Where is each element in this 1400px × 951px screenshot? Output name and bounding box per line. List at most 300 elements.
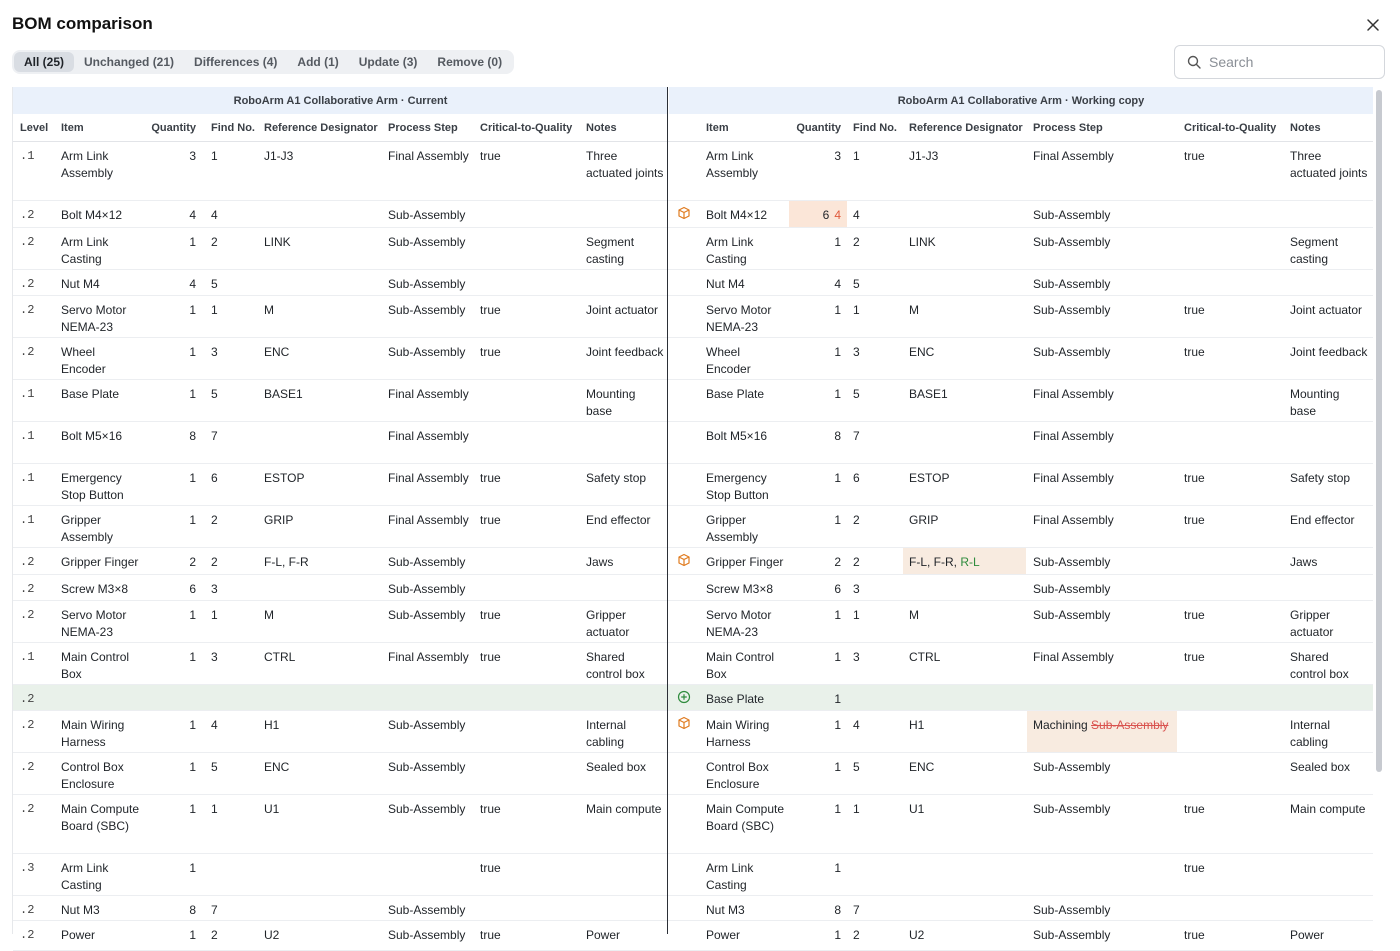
left-item-cell: Servo Motor NEMA-23 <box>61 608 127 639</box>
left-notes-cell: Joint actuator <box>586 303 659 317</box>
right-notes-value: Internal cabling <box>1290 718 1331 749</box>
left-ref-cell <box>264 575 384 581</box>
left-qty-cell: 6 <box>189 582 196 596</box>
left-notes-cell <box>586 575 664 581</box>
right-qty-value: 8 <box>834 903 841 917</box>
left-ctq-cell: true <box>480 149 501 163</box>
right-col-header-find[interactable]: Find No. <box>853 122 897 134</box>
right-ctq-cell <box>1184 921 1284 944</box>
table-row[interactable] <box>13 338 1373 380</box>
left-ref-cell: ENC <box>264 760 290 774</box>
left-ctq-cell: true <box>480 345 501 359</box>
right-proc-cell <box>1033 896 1179 919</box>
left-notes-cell: Segment casting <box>586 235 635 266</box>
right-qty-cell <box>775 228 841 251</box>
right-notes-cell <box>1290 142 1368 182</box>
right-proc-value: Sub-Assembly <box>1033 208 1111 222</box>
right-proc-value: Final Assembly <box>1033 149 1114 163</box>
right-qty-cell <box>775 753 841 776</box>
left-col-header-proc[interactable]: Process Step <box>388 122 458 134</box>
left-proc-cell: Final Assembly <box>388 387 469 401</box>
right-qty-cell <box>775 795 841 818</box>
filter-tabs <box>12 50 514 74</box>
left-item-cell <box>61 685 143 691</box>
right-ctq-cell <box>1184 270 1284 276</box>
right-ctq-cell <box>1184 711 1284 717</box>
right-notes-value: Jaws <box>1290 555 1318 569</box>
level-cell: .1 <box>20 513 35 527</box>
right-ref-cell <box>909 921 1029 944</box>
right-qty-value: 2 <box>834 555 841 569</box>
right-find-cell <box>853 685 903 691</box>
right-item-value: Control Box Enclosure <box>706 760 769 791</box>
left-find-cell: 1 <box>211 802 218 816</box>
right-proc-value: Sub-Assembly <box>1033 555 1111 569</box>
left-item-cell: Arm Link Casting <box>61 235 109 266</box>
bom-comparison-table <box>12 87 1372 942</box>
left-ctq-cell <box>480 228 580 234</box>
left-qty-cell: 1 <box>189 802 196 816</box>
right-qty-cell <box>775 711 841 734</box>
table-row[interactable] <box>13 896 1373 921</box>
right-qty-value: 1 <box>834 387 841 401</box>
left-ref-cell <box>264 201 384 207</box>
pane-divider[interactable] <box>667 87 668 934</box>
right-find-value: 5 <box>853 760 860 774</box>
right-proc-value: Final Assembly <box>1033 471 1114 485</box>
right-ref-value: M <box>909 608 919 622</box>
left-proc-cell <box>388 854 474 860</box>
right-col-header-item[interactable]: Item <box>706 122 729 134</box>
cube-icon <box>677 716 691 730</box>
right-item-value: Arm Link Casting <box>706 861 754 892</box>
right-col-header-ref[interactable]: Reference Designator <box>909 122 1023 134</box>
right-col-header-qty[interactable]: Quantity <box>796 122 841 134</box>
left-col-header-level[interactable]: Level <box>20 122 49 134</box>
right-notes-value: Segment casting <box>1290 235 1339 266</box>
table-row[interactable] <box>13 201 1373 228</box>
right-find-cell <box>853 548 903 571</box>
left-proc-cell: Sub-Assembly <box>388 718 466 732</box>
filter-differences[interactable]: Differences (4) <box>194 55 278 69</box>
left-col-header-find[interactable]: Find No. <box>211 122 255 134</box>
right-ctq-value: true <box>1184 650 1205 664</box>
right-notes-cell <box>1290 643 1368 683</box>
left-ctq-cell: true <box>480 650 501 664</box>
plus-circle-icon <box>677 690 691 704</box>
right-find-cell <box>853 201 903 224</box>
right-proc-value: Sub-Assembly <box>1033 608 1111 622</box>
right-ctq-value: true <box>1184 149 1205 163</box>
right-qty-value: 8 <box>834 429 841 443</box>
right-ctq-value: true <box>1184 928 1205 942</box>
left-notes-cell: Shared control box <box>586 650 645 681</box>
right-notes-cell <box>1290 854 1368 860</box>
left-qty-cell: 3 <box>189 149 196 163</box>
right-find-cell <box>853 506 903 529</box>
table-row[interactable] <box>13 854 1373 896</box>
right-item-value: Main Wiring Harness <box>706 718 770 749</box>
left-notes-cell: Main compute <box>586 802 662 816</box>
left-qty-cell: 1 <box>189 760 196 774</box>
right-proc-cell <box>1033 338 1179 361</box>
table-row[interactable] <box>13 753 1373 795</box>
left-notes-cell <box>586 201 664 207</box>
left-ctq-cell <box>480 896 580 902</box>
left-ref-cell <box>264 685 384 691</box>
right-find-value: 3 <box>853 650 860 664</box>
left-qty-cell: 1 <box>189 861 196 875</box>
right-ctq-value: true <box>1184 608 1205 622</box>
right-ctq-cell <box>1184 753 1284 759</box>
search-icon <box>1187 55 1201 69</box>
filter-unchanged[interactable]: Unchanged (21) <box>84 55 175 69</box>
right-ref-cell <box>909 795 1029 818</box>
right-notes-cell <box>1290 575 1368 581</box>
left-notes-cell <box>586 685 664 691</box>
right-proc-value: Sub-Assembly <box>1033 303 1111 317</box>
right-notes-cell <box>1290 270 1368 276</box>
left-ref-cell: U2 <box>264 928 280 942</box>
right-find-cell <box>853 380 903 403</box>
right-find-cell <box>853 753 903 776</box>
left-proc-cell <box>388 685 474 691</box>
right-qty-cell <box>775 601 841 624</box>
left-proc-cell: Sub-Assembly <box>388 235 466 249</box>
left-qty-cell: 4 <box>189 277 196 291</box>
filter-all[interactable]: All (25) <box>14 52 74 72</box>
right-item-value: Main Control Box <box>706 650 775 681</box>
cube-icon <box>677 553 691 567</box>
right-ref-cell <box>909 643 1029 666</box>
level-cell: .1 <box>20 429 35 443</box>
right-find-value: 5 <box>853 387 860 401</box>
left-find-cell: 1 <box>211 303 218 317</box>
right-proc-cell <box>1033 296 1179 319</box>
right-notes-value: Three actuated joints <box>1290 149 1368 180</box>
old-quantity-value: 4 <box>834 208 841 222</box>
right-item-value: Gripper Assembly <box>706 513 759 544</box>
right-col-header-proc[interactable]: Process Step <box>1033 122 1103 134</box>
right-proc-cell <box>1033 575 1179 598</box>
right-notes-cell <box>1290 338 1368 361</box>
right-notes-value: Joint feedback <box>1290 345 1368 359</box>
right-proc-cell <box>1033 685 1179 691</box>
level-cell: .2 <box>20 235 35 249</box>
right-item-value: Arm Link Assembly <box>706 149 759 180</box>
right-find-value: 4 <box>853 208 860 222</box>
right-qty-value: 1 <box>834 802 841 816</box>
right-qty-cell <box>775 685 841 708</box>
left-proc-cell: Sub-Assembly <box>388 303 466 317</box>
right-item-value: Bolt M5×16 <box>706 429 768 443</box>
right-find-value: 2 <box>853 235 860 249</box>
right-ctq-cell <box>1184 296 1284 319</box>
table-row[interactable] <box>13 711 1373 753</box>
right-find-value: 7 <box>853 903 860 917</box>
table-row[interactable] <box>13 921 1373 951</box>
right-proc-cell <box>1033 711 1179 734</box>
right-notes-value: Power <box>1290 928 1325 942</box>
left-qty-cell: 1 <box>189 345 196 359</box>
right-find-cell <box>853 711 903 734</box>
right-ctq-cell <box>1184 228 1284 234</box>
left-find-cell <box>211 685 261 691</box>
right-proc-cell <box>1033 548 1179 571</box>
left-ref-cell <box>264 896 384 902</box>
right-ctq-cell <box>1184 643 1284 666</box>
level-cell: .2 <box>20 802 35 816</box>
left-proc-cell: Sub-Assembly <box>388 555 466 569</box>
right-qty-cell <box>775 643 841 666</box>
right-notes-value: Joint actuator <box>1290 303 1363 317</box>
left-notes-cell <box>586 422 664 428</box>
right-find-value: 1 <box>853 608 860 622</box>
right-qty-value: 1 <box>834 718 841 732</box>
left-item-cell: Wheel Encoder <box>61 345 106 376</box>
right-ref-value: J1-J3 <box>909 149 939 163</box>
left-ref-cell: ENC <box>264 345 290 359</box>
left-proc-cell: Sub-Assembly <box>388 928 466 942</box>
table-row[interactable] <box>13 422 1373 464</box>
right-proc-value: Final Assembly <box>1033 513 1114 527</box>
right-qty-cell <box>775 201 841 224</box>
left-ref-cell: J1-J3 <box>264 149 294 163</box>
left-col-header-qty[interactable]: Quantity <box>151 122 196 134</box>
left-item-cell: Nut M4 <box>61 277 100 291</box>
right-qty-cell <box>775 270 841 293</box>
right-qty-value: 1 <box>834 345 841 359</box>
right-find-cell <box>853 643 903 666</box>
search-box[interactable] <box>1174 45 1385 79</box>
level-cell: .1 <box>20 387 35 401</box>
table-row[interactable] <box>13 296 1373 338</box>
right-ref-value: F-L, F-R, <box>909 555 961 569</box>
left-qty-cell: 2 <box>189 555 196 569</box>
table-row[interactable] <box>13 506 1373 548</box>
right-find-cell <box>853 228 903 251</box>
left-ctq-cell <box>480 575 580 581</box>
old-process-step-value: Sub-Assembly <box>1091 718 1169 732</box>
right-proc-value: Sub-Assembly <box>1033 345 1111 359</box>
left-qty-cell: 1 <box>189 303 196 317</box>
left-notes-cell: Mounting base <box>586 387 636 418</box>
right-item-value: Gripper Finger <box>706 555 784 569</box>
level-cell: .2 <box>20 903 35 917</box>
filter-update[interactable]: Update (3) <box>358 55 418 69</box>
right-notes-cell <box>1290 711 1368 751</box>
right-proc-cell <box>1033 795 1179 818</box>
table-row[interactable] <box>13 464 1373 506</box>
level-cell: .2 <box>20 303 35 317</box>
left-proc-cell: Sub-Assembly <box>388 802 466 816</box>
left-ctq-cell <box>480 270 580 276</box>
left-ctq-cell: true <box>480 861 501 875</box>
filter-add[interactable]: Add (1) <box>297 55 339 69</box>
left-col-header-ctq[interactable]: Critical-to-Quality <box>480 122 573 134</box>
right-ctq-cell <box>1184 548 1284 554</box>
search-input[interactable] <box>1209 54 1369 70</box>
right-col-header-notes[interactable]: Notes <box>1290 122 1321 134</box>
right-find-value: 2 <box>853 928 860 942</box>
right-col-header-ctq[interactable]: Critical-to-Quality <box>1184 122 1277 134</box>
right-ref-value: H1 <box>909 718 925 732</box>
left-ctq-cell <box>480 422 580 428</box>
right-qty-value: 1 <box>834 513 841 527</box>
right-notes-cell <box>1290 201 1368 207</box>
left-qty-cell: 8 <box>189 429 196 443</box>
right-ref-value: ENC <box>909 760 935 774</box>
right-qty-value: 1 <box>834 235 841 249</box>
right-ref-cell <box>909 601 1029 624</box>
right-ctq-cell <box>1184 506 1284 529</box>
left-proc-cell: Final Assembly <box>388 471 469 485</box>
right-qty-cell <box>775 422 841 445</box>
left-item-cell: Base Plate <box>61 387 120 401</box>
left-proc-cell: Sub-Assembly <box>388 208 466 222</box>
right-notes-value: End effector <box>1290 513 1355 527</box>
right-proc-cell <box>1033 228 1179 251</box>
right-qty-value: 1 <box>834 650 841 664</box>
right-ref-cell <box>909 228 1029 251</box>
right-proc-value: Sub-Assembly <box>1033 235 1111 249</box>
table-row[interactable] <box>13 643 1373 685</box>
left-ctq-cell <box>480 201 580 207</box>
left-find-cell: 2 <box>211 235 218 249</box>
table-row[interactable] <box>13 685 1373 711</box>
table-row[interactable] <box>13 142 1373 201</box>
right-item-value: Servo Motor NEMA-23 <box>706 303 772 334</box>
left-ref-cell: H1 <box>264 718 280 732</box>
table-row[interactable] <box>13 380 1373 422</box>
right-qty-cell <box>775 921 841 944</box>
level-cell: .2 <box>20 760 35 774</box>
right-qty-cell <box>775 296 841 319</box>
right-find-cell <box>853 270 903 293</box>
right-item-value: Bolt M4×12 <box>706 208 768 222</box>
left-qty-cell: 8 <box>189 903 196 917</box>
table-row[interactable] <box>13 270 1373 296</box>
right-proc-value: Sub-Assembly <box>1033 903 1111 917</box>
right-notes-value: Sealed box <box>1290 760 1351 774</box>
left-find-cell: 7 <box>211 429 218 443</box>
right-item-value: Screw M3×8 <box>706 582 774 596</box>
right-proc-value: Sub-Assembly <box>1033 928 1111 942</box>
right-proc-cell <box>1033 506 1179 529</box>
right-qty-value: 1 <box>834 471 841 485</box>
left-col-header-ref[interactable]: Reference Designator <box>264 122 378 134</box>
right-ctq-value: true <box>1184 861 1205 875</box>
right-item-value: Main Compute Board (SBC) <box>706 802 785 833</box>
table-row[interactable] <box>13 228 1373 270</box>
right-ref-value: GRIP <box>909 513 939 527</box>
right-find-value: 1 <box>853 303 860 317</box>
right-notes-value: Shared control box <box>1290 650 1349 681</box>
left-notes-cell: Jaws <box>586 555 614 569</box>
right-find-cell <box>853 921 903 944</box>
right-ctq-cell <box>1184 464 1284 487</box>
right-proc-cell <box>1033 380 1179 403</box>
left-ref-cell: ESTOP <box>264 471 305 485</box>
left-col-header-item[interactable]: Item <box>61 122 84 134</box>
left-col-header-notes[interactable]: Notes <box>586 122 617 134</box>
left-item-cell: Main Compute Board (SBC) <box>61 802 140 833</box>
right-find-value: 4 <box>853 718 860 732</box>
right-find-cell <box>853 601 903 624</box>
right-ref-cell <box>909 422 1029 428</box>
right-qty-cell <box>775 338 841 361</box>
right-qty-value: 3 <box>834 149 841 163</box>
left-ctq-cell: true <box>480 471 501 485</box>
right-proc-value: Sub-Assembly <box>1033 277 1111 291</box>
left-notes-cell: End effector <box>586 513 651 527</box>
table-row[interactable] <box>13 575 1373 601</box>
right-ctq-cell <box>1184 142 1284 165</box>
table-row[interactable] <box>13 795 1373 854</box>
left-find-cell: 2 <box>211 928 218 942</box>
left-ref-cell <box>264 854 384 860</box>
left-find-cell: 4 <box>211 208 218 222</box>
right-ctq-value: true <box>1184 345 1205 359</box>
right-proc-cell <box>1033 201 1179 224</box>
left-notes-cell: Sealed box <box>586 760 647 774</box>
right-find-value: 1 <box>853 802 860 816</box>
left-proc-cell: Sub-Assembly <box>388 345 466 359</box>
dialog-title: BOM comparison <box>12 14 153 33</box>
right-find-value: 3 <box>853 582 860 596</box>
left-item-cell: Main Control Box <box>61 650 130 681</box>
filter-remove[interactable]: Remove (0) <box>437 55 503 69</box>
right-proc-value: Sub-Assembly <box>1033 802 1111 816</box>
left-find-cell: 3 <box>211 650 218 664</box>
scrollbar-thumb[interactable] <box>1376 90 1382 772</box>
left-find-cell: 7 <box>211 903 218 917</box>
left-notes-cell: Safety stop <box>586 471 647 485</box>
right-proc-cell <box>1033 270 1179 293</box>
left-ctq-cell <box>480 753 580 759</box>
left-find-cell <box>211 854 261 860</box>
right-proc-cell <box>1033 601 1179 624</box>
right-ctq-value: true <box>1184 471 1205 485</box>
right-notes-cell <box>1290 296 1368 319</box>
table-row[interactable] <box>13 548 1373 575</box>
right-item-value: Nut M3 <box>706 903 745 917</box>
left-find-cell: 4 <box>211 718 218 732</box>
left-ctq-cell: true <box>480 513 501 527</box>
right-ctq-value: true <box>1184 802 1205 816</box>
left-ref-cell: F-L, F-R <box>264 555 309 569</box>
level-cell: .2 <box>20 692 35 706</box>
right-notes-cell <box>1290 422 1368 428</box>
right-ref-value: LINK <box>909 235 936 249</box>
level-cell: .2 <box>20 208 35 222</box>
right-ref-value: M <box>909 303 919 317</box>
left-item-cell: Servo Motor NEMA-23 <box>61 303 127 334</box>
left-item-cell: Screw M3×8 <box>61 582 129 596</box>
right-ref-value: U2 <box>909 928 925 942</box>
left-proc-cell: Sub-Assembly <box>388 582 466 596</box>
table-row[interactable] <box>13 601 1373 643</box>
level-cell: .2 <box>20 928 35 942</box>
close-button[interactable] <box>1362 14 1384 36</box>
left-proc-cell: Sub-Assembly <box>388 903 466 917</box>
right-notes-cell <box>1290 380 1368 420</box>
left-proc-cell: Sub-Assembly <box>388 277 466 291</box>
left-notes-cell: Internal cabling <box>586 718 627 749</box>
left-proc-cell: Final Assembly <box>388 429 469 443</box>
left-ref-cell: LINK <box>264 235 291 249</box>
right-item-value: Base Plate <box>706 692 765 706</box>
